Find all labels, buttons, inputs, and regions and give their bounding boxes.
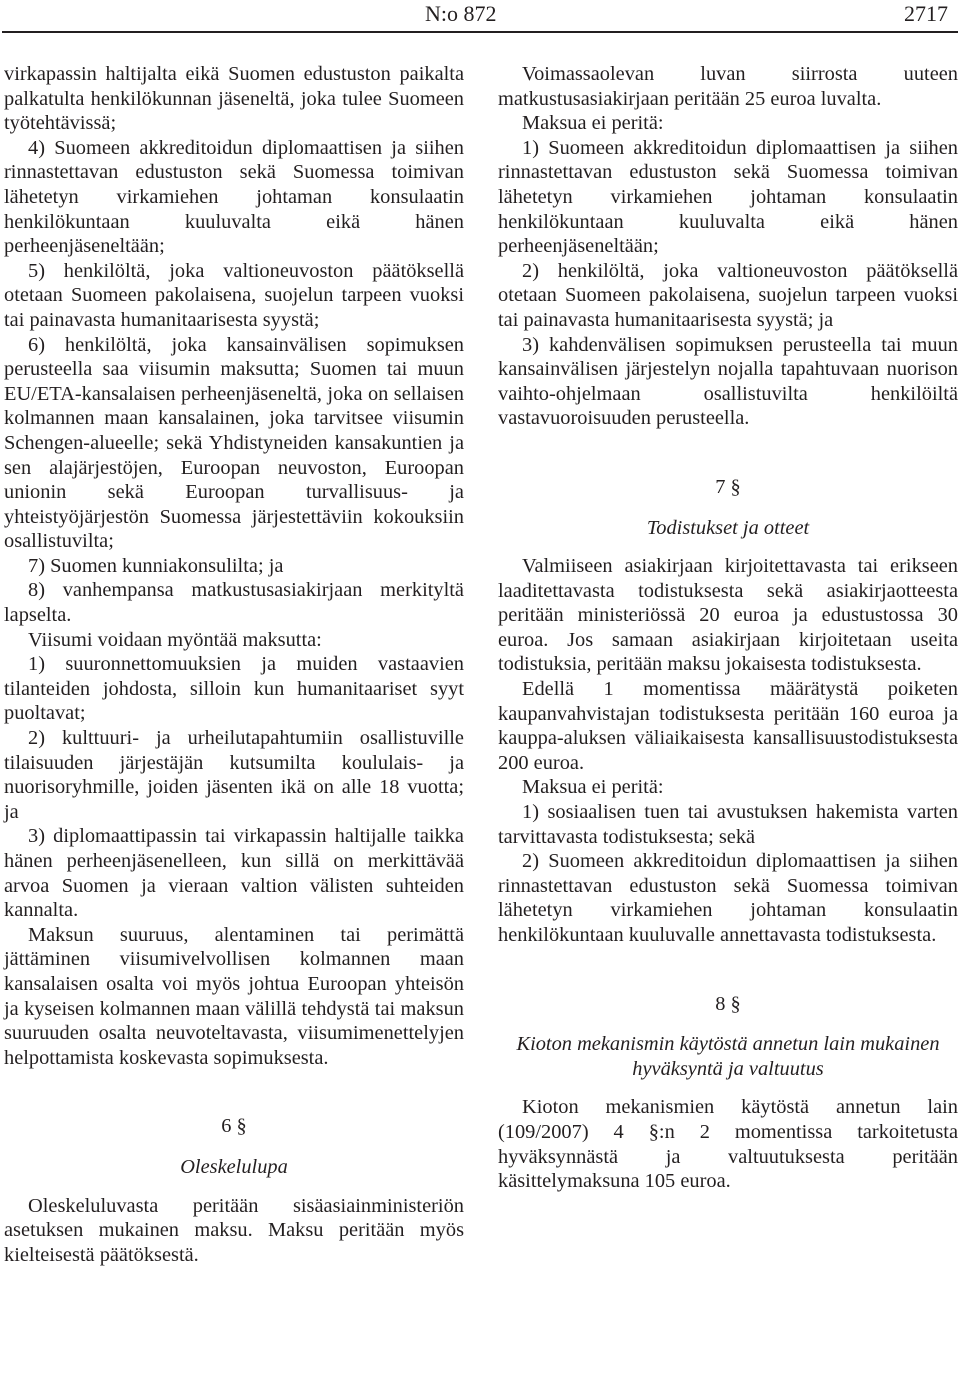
paragraph: 2) Suomeen akkreditoidun diplomaattisen ja siihen rinnastettavan edustuston sekä Suomessa toimivan lähetetyn virkamiehen johtaman konsulaatin henkilökuntaan kuuluvalle annettavasta todistuksesta. bbox=[498, 850, 958, 946]
paragraph: Voimassaolevan luvan siirrosta uuteen matkustusasiakirjaan peritään 25 euroa luvalta. bbox=[498, 63, 958, 110]
paragraph: Kioton mekanismien käytöstä annetun lain (109/2007) 4 §:n 2 momentissa tarkoitetusta hyväksynnästä ja valtuutuksesta peritään käsittelymaksuna 105 euroa. bbox=[498, 1096, 958, 1193]
paragraph: Maksua ei peritä: bbox=[522, 112, 664, 135]
paragraph: 6) henkilöltä, joka kansainvälisen sopimuksen perusteella saa viisumin maksutta; Suomen tai muun EU/ETA-kansalaisen perheenjäseneltä, joka on sellaisen kolmannen maan kansalainen, joka tarvitsee viisumin Schengen-alueelle; sekä Yhdistyneiden kansakuntien ja sen alajärjestöjen, Euroopan neuvoston, Euroopan unionin sekä Euroopan turvallisuus- ja yhteistyöjärjestön Suomessa järjestettäviin kokouksiin osallistuvilta; bbox=[4, 333, 464, 553]
paragraph: 3) kahdenvälisen sopimuksen perusteella tai muun kansainvälisen järjestelyn nojalla tapahtuvaan nuorison vaihto-ohjelmaan osallistuvilta henkilöiltä vastavuoroisuuden perusteella. bbox=[498, 333, 958, 430]
paragraph: 7) Suomen kunniakonsulilta; ja bbox=[28, 554, 284, 577]
paragraph: 5) henkilöltä, joka valtioneuvoston päätöksellä otetaan Suomeen pakolaisena, suojelun tarpeen vuoksi tai painavasta humanitaarisesta syystä; bbox=[4, 259, 464, 331]
section-title: Oleskelulupa bbox=[180, 1155, 288, 1178]
section-7 bbox=[498, 475, 958, 948]
section-body bbox=[4, 1194, 464, 1268]
paragraph: 2) henkilöltä, joka valtioneuvoston päätöksellä otetaan Suomeen pakolaisena, suojelun tarpeen vuoksi tai painavasta humanitaarisesta syystä; ja bbox=[498, 259, 958, 331]
section-body bbox=[498, 1095, 958, 1193]
paragraph: Viisumi voidaan myöntää maksutta: bbox=[28, 628, 322, 651]
section-body bbox=[498, 554, 958, 948]
paragraph: 1) suuronnettomuuksien ja muiden vastaavien tilanteiden johdosta, silloin kun humanitaariset syyt puoltavat; bbox=[4, 653, 464, 725]
paragraph: 4) Suomeen akkreditoidun diplomaattisen ja siihen rinnastettavan edustuston sekä Suomessa toimivan lähetetyn virkamiehen johtaman konsulaatin henkilökuntaan kuuluvalta eikä hänen perheenjäseneltään; bbox=[4, 136, 464, 258]
section-number: 7 § bbox=[715, 475, 741, 498]
section-8 bbox=[498, 992, 958, 1194]
paragraph: virkapassin haltijalta eikä Suomen edustuston paikalta palkatulta henkilökunnan jäseneltä, joka tulee Suomeen työtehtävissä; bbox=[4, 63, 464, 135]
left-column bbox=[4, 62, 464, 1267]
document-number: N:o 872 bbox=[425, 1, 497, 26]
paragraph: Maksun suuruus, alentaminen tai perimättä jättäminen viisumivelvollisen kolmannen maan kansalaisen osalta voi myös johtua Euroopan yhteisön ja kyseisen kolmannen maan välillä tehdystä tai maksun suuruuden osalta neuvoteltavasta, viisumimenettelyjen helpottamista koskevasta sopimuksesta. bbox=[4, 923, 464, 1069]
page-header bbox=[0, 0, 960, 34]
header-rule bbox=[2, 31, 958, 33]
page-number: 2717 bbox=[904, 1, 948, 26]
paragraph: Edellä 1 momentissa määrätystä poiketen kaupanvahvistajan todistuksesta peritään 160 euroa ja kauppa-aluksen väliaikaisesta kansallisuustodistuksesta 200 euroa. bbox=[498, 678, 958, 774]
paragraph: 3) diplomaattipassin tai virkapassin haltijalle taikka hänen perheenjäsenelleen, kun sillä on merkittävää arvoa Suomen ja vieraan valtion välisten suhteiden kannalta. bbox=[4, 825, 464, 922]
left-column-text bbox=[4, 62, 464, 1070]
section-title: Kioton mekanismin käytöstä annetun lain mukainen hyväksyntä ja valtuutus bbox=[516, 1033, 940, 1080]
paragraph: 1) Suomeen akkreditoidun diplomaattisen ja siihen rinnastettavan edustuston sekä Suomessa toimivan lähetetyn virkamiehen johtaman konsulaatin henkilökuntaan kuuluvalta eikä hänen perheenjäseneltään; bbox=[498, 136, 958, 258]
paragraph: 2) kulttuuri- ja urheilutapahtumiin osallistuville tilaisuuden järjestäjän kutsumilta koululais- ja nuorisoryhmille, joiden jäsenten ikä on alle 18 vuotta; ja bbox=[4, 727, 464, 823]
section-title: Todistukset ja otteet bbox=[646, 516, 810, 539]
paragraph: Maksua ei peritä: bbox=[522, 776, 664, 799]
section-number: 8 § bbox=[715, 992, 741, 1015]
section-6 bbox=[4, 1114, 464, 1267]
right-column bbox=[498, 62, 958, 1194]
paragraph: Oleskeluluvasta peritään sisäasiainministeriön asetuksen mukainen maksu. Maksu peritään myös kielteisestä päätöksestä. bbox=[4, 1194, 464, 1266]
paragraph: 8) vanhempansa matkustusasiakirjaan merkityltä lapselta. bbox=[4, 579, 464, 627]
paragraph: Valmiiseen asiakirjaan kirjoitettavasta tai erikseen laaditettavasta todistuksesta sekä asiakirjaotteesta peritään ministeriössä 20 euroa ja edustustossa 30 euroa. Jos samaan asiakirjaan kirjoitetaan useita todistuksia, peritään maksu jokaisesta todistuksesta. bbox=[498, 555, 958, 676]
section-number: 6 § bbox=[221, 1115, 247, 1138]
paragraph: 1) sosiaalisen tuen tai avustuksen hakemista varten tarvittavasta todistuksesta; sekä bbox=[498, 801, 958, 848]
right-column-text bbox=[498, 62, 958, 431]
